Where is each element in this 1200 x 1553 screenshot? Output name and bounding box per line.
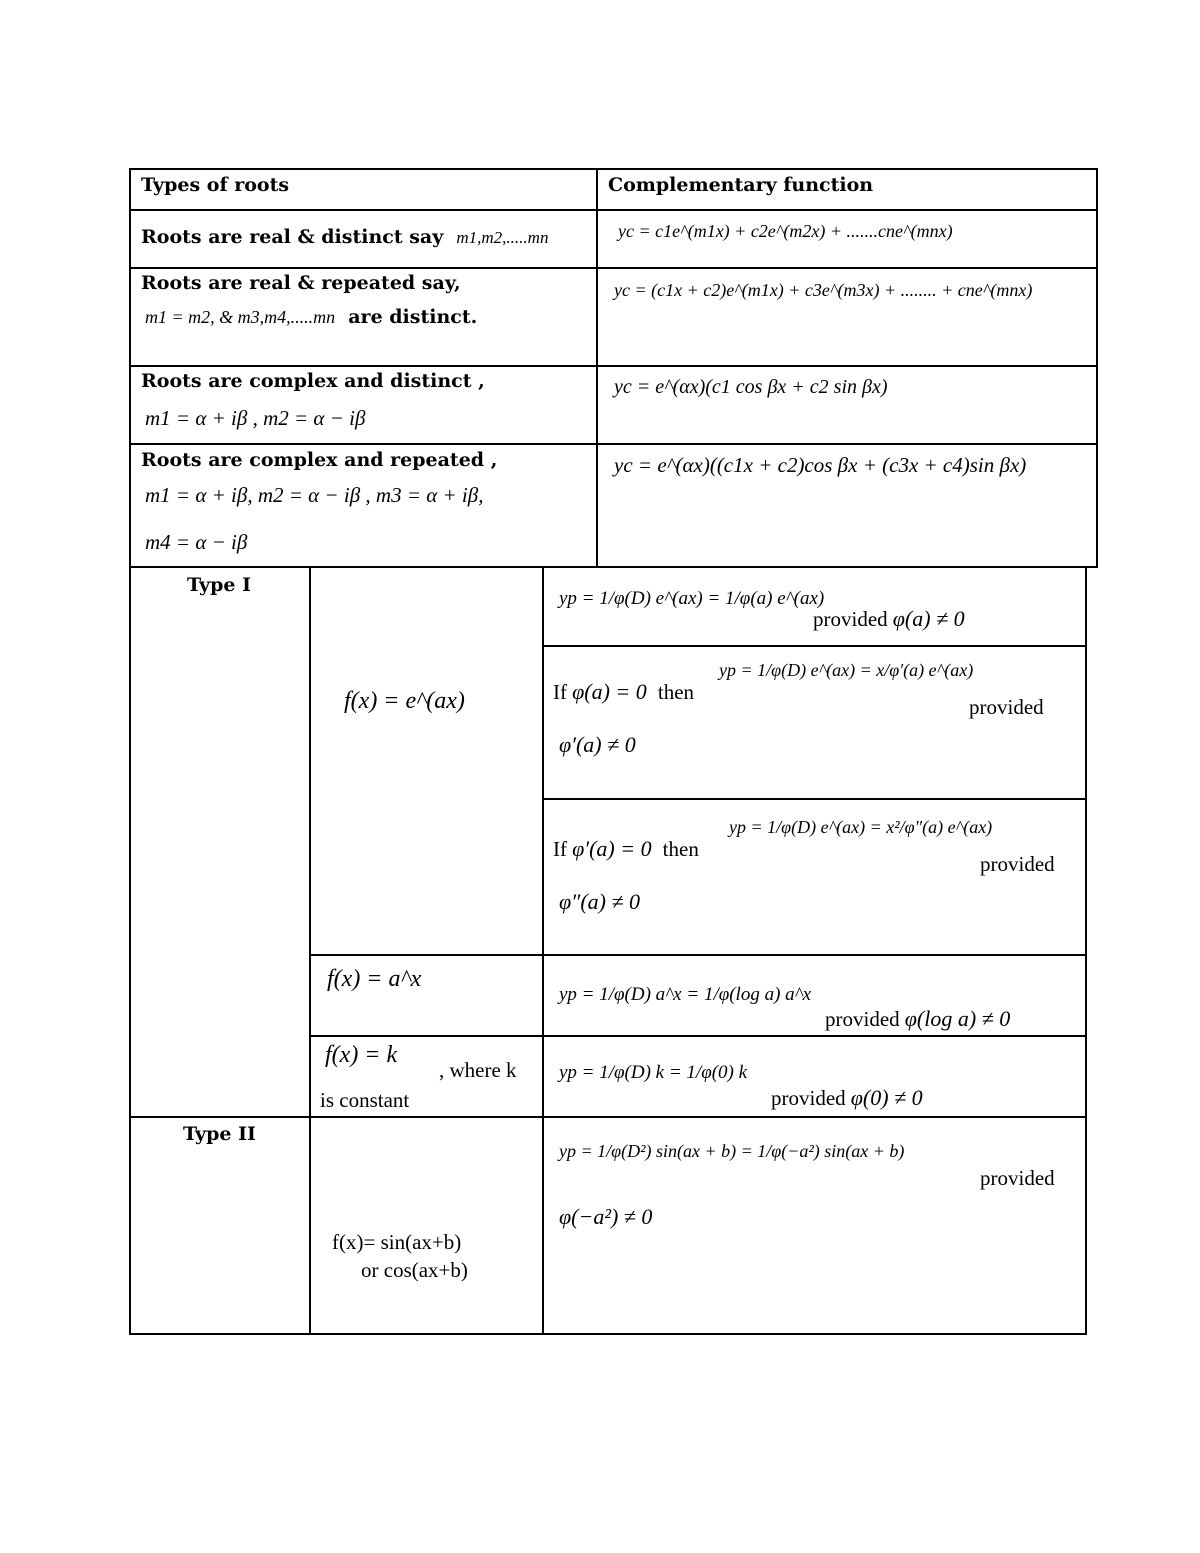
- fx-trig-line2: or cos(ax+b): [361, 1258, 468, 1282]
- pi-exp-case3-condition: φ″(a) ≠ 0: [559, 889, 641, 914]
- condition-math: φ(log a) ≠ 0: [904, 1006, 1011, 1031]
- provided-text: provided: [969, 695, 1044, 719]
- row-label: Roots are real & distinct say: [141, 226, 444, 248]
- fx-constant-where: , where k: [439, 1058, 517, 1082]
- type-2-label: Type II: [183, 1123, 256, 1145]
- cf-real-repeated: yc = (c1x + c2)e^(m1x) + c3e^(m3x) + ........ + cne^(mnx): [614, 280, 1033, 300]
- particular-integral-table: [129, 566, 1089, 1336]
- table-border: [596, 168, 598, 568]
- pi-constant-condition: [771, 1085, 923, 1111]
- if-text: If: [553, 837, 567, 861]
- type-1-label: Type I: [187, 574, 251, 596]
- table-border: [309, 1035, 1087, 1037]
- pi-constant-formula: yp = 1/φ(D) k = 1/φ(0) k: [559, 1062, 748, 1083]
- pi-power-formula: yp = 1/φ(D) a^x = 1/φ(log a) a^x: [559, 984, 812, 1005]
- table-border: [129, 365, 1098, 367]
- row-complex-distinct-math: m1 = α + iβ , m2 = α − iβ: [145, 406, 366, 430]
- provided-text: provided: [813, 607, 888, 631]
- table-border: [129, 1116, 1087, 1118]
- table-border: [309, 566, 311, 1335]
- cf-real-distinct: yc = c1e^(m1x) + c2e^(m2x) + .......cne^(mnx): [618, 221, 953, 241]
- provided-text: provided: [771, 1086, 846, 1110]
- row-math: m1,m2,.....mn: [456, 228, 549, 247]
- condition-math: φ(0) ≠ 0: [850, 1085, 923, 1110]
- provided-text: provided: [980, 1166, 1055, 1190]
- table-border: [1085, 566, 1087, 1335]
- row-complex-repeated-math: m1 = α + iβ, m2 = α − iβ , m3 = α + iβ,: [145, 483, 484, 507]
- table-border: [542, 798, 1087, 800]
- fx-power: f(x) = a^x: [327, 966, 422, 992]
- then-text: then: [657, 680, 695, 704]
- pi-exp-case1-condition: [813, 606, 965, 632]
- pi-trig-condition: φ(−a²) ≠ 0: [559, 1204, 653, 1229]
- table-border: [542, 645, 1087, 647]
- table-border: [542, 566, 544, 1335]
- pi-exp-case2-formula: yp = 1/φ(D) e^(ax) = x/φ′(a) e^(ax): [719, 660, 974, 680]
- table-border: [129, 1333, 1087, 1335]
- if-condition: φ′(a) = 0: [572, 836, 652, 861]
- pi-exp-case3-if: [553, 836, 699, 862]
- fx-exponential: f(x) = e^(ax): [344, 688, 465, 714]
- table-border: [129, 267, 1098, 269]
- roots-table: [129, 168, 1098, 568]
- pi-power-condition: [825, 1006, 1010, 1032]
- table-border: [309, 954, 1087, 956]
- then-text: then: [662, 837, 699, 861]
- pi-trig-formula: yp = 1/φ(D²) sin(ax + b) = 1/φ(−a²) sin(ax + b): [559, 1141, 905, 1161]
- pi-exp-case2-condition: φ′(a) ≠ 0: [559, 732, 636, 757]
- row-real-distinct-type: [141, 226, 548, 248]
- row-tail: are distinct.: [348, 306, 478, 328]
- if-condition: φ(a) = 0: [572, 679, 647, 704]
- cf-complex-distinct: yc = e^(αx)(c1 cos βx + c2 sin βx): [614, 376, 888, 398]
- condition-math: φ(a) ≠ 0: [892, 606, 965, 631]
- cf-complex-repeated: yc = e^(αx)((c1x + c2)cos βx + (c3x + c4)sin βx): [614, 453, 1027, 477]
- pi-exp-case1-formula: yp = 1/φ(D) e^(ax) = 1/φ(a) e^(ax): [559, 588, 825, 609]
- pi-exp-case3-formula: yp = 1/φ(D) e^(ax) = x²/φ″(a) e^(ax): [729, 817, 993, 837]
- if-text: If: [553, 680, 567, 704]
- row-real-repeated-label: Roots are real & repeated say,: [141, 272, 461, 294]
- fx-trig-line1: f(x)= sin(ax+b): [332, 1230, 462, 1254]
- fx-constant-note: is constant: [320, 1088, 410, 1112]
- row-complex-distinct-label: Roots are complex and distinct ,: [141, 370, 485, 392]
- provided-text: provided: [825, 1007, 900, 1031]
- row-math: m1 = m2, & m3,m4,.....mn: [145, 307, 336, 327]
- table-border: [129, 566, 131, 1335]
- table-border: [129, 168, 1098, 170]
- row-real-repeated-math-line: [145, 306, 477, 328]
- table-border: [1096, 168, 1098, 568]
- pi-exp-case2-if: [553, 679, 694, 705]
- table-border: [129, 168, 131, 568]
- row-complex-repeated-math-2: m4 = α − iβ: [145, 530, 248, 554]
- provided-text: provided: [980, 852, 1055, 876]
- fx-constant: f(x) = k: [325, 1042, 398, 1068]
- table-border: [129, 443, 1098, 445]
- header-types-of-roots: Types of roots: [141, 174, 290, 196]
- row-complex-repeated-label: Roots are complex and repeated ,: [141, 449, 498, 471]
- table-border: [129, 209, 1098, 211]
- header-complementary-function: Complementary function: [608, 174, 874, 196]
